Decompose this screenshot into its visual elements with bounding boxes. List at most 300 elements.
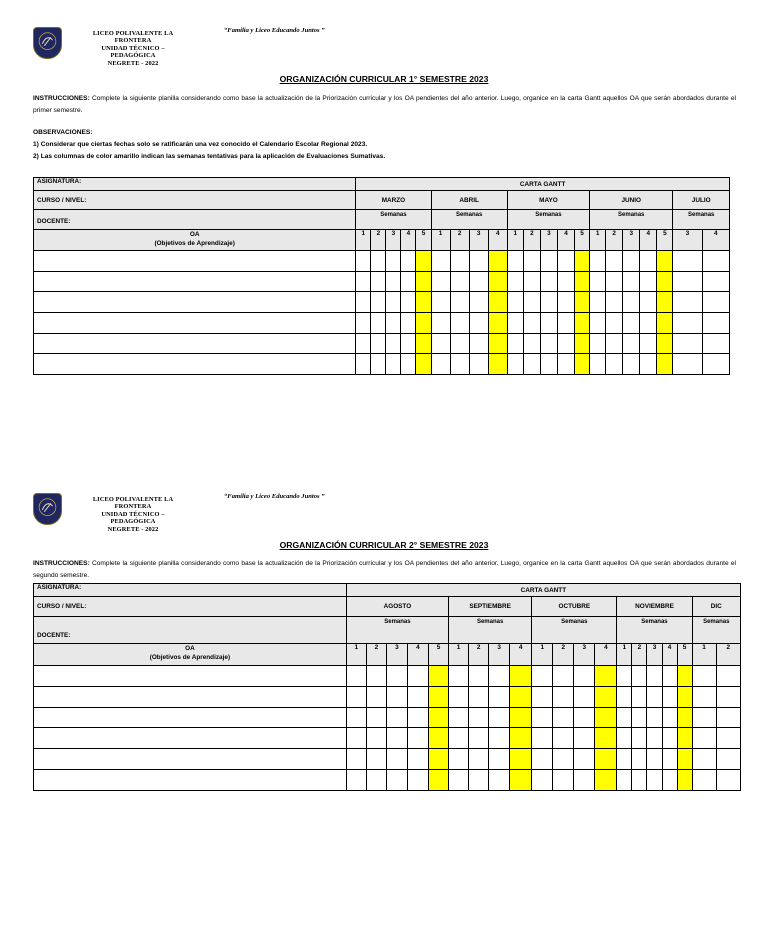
- evaluation-week-cell[interactable]: [488, 313, 507, 334]
- week-cell[interactable]: [647, 686, 662, 707]
- week-cell[interactable]: [523, 333, 540, 354]
- table-row: [34, 313, 730, 334]
- evaluation-week-cell[interactable]: [595, 686, 617, 707]
- week-cell[interactable]: [692, 666, 716, 687]
- week-cell[interactable]: [356, 354, 371, 375]
- week-cell[interactable]: [449, 749, 469, 770]
- week-cell[interactable]: [540, 271, 557, 292]
- week-cell[interactable]: [540, 333, 557, 354]
- week-cell[interactable]: [469, 686, 489, 707]
- week-cell[interactable]: [640, 313, 657, 334]
- week-cell[interactable]: [407, 686, 428, 707]
- evaluation-week-cell[interactable]: [510, 728, 532, 749]
- carta-gantt-header: CARTA GANTT: [356, 178, 730, 191]
- weeks-label: Semanas: [449, 617, 532, 644]
- week-cell[interactable]: [469, 313, 488, 334]
- week-cell[interactable]: [401, 271, 416, 292]
- evaluation-week-cell[interactable]: [428, 728, 448, 749]
- week-cell[interactable]: [450, 292, 469, 313]
- week-cell[interactable]: [507, 251, 523, 272]
- week-cell[interactable]: [623, 251, 640, 272]
- week-cell[interactable]: [523, 313, 540, 334]
- table-row: [34, 271, 730, 292]
- week-cell[interactable]: [632, 728, 647, 749]
- month-header: JULIO: [673, 191, 730, 210]
- curso-label: CURSO / NIVEL:: [34, 191, 356, 210]
- school-crest-logo: [33, 493, 62, 525]
- week-number: 1: [356, 230, 371, 251]
- week-cell[interactable]: [662, 686, 677, 707]
- week-cell[interactable]: [386, 354, 401, 375]
- week-cell[interactable]: [632, 707, 647, 728]
- week-cell[interactable]: [553, 728, 574, 749]
- week-cell[interactable]: [617, 769, 632, 790]
- weeks-label: Semanas: [590, 210, 673, 230]
- table-row: [34, 292, 730, 313]
- week-cell[interactable]: [431, 313, 450, 334]
- week-cell[interactable]: [407, 749, 428, 770]
- week-cell[interactable]: [606, 251, 623, 272]
- week-cell[interactable]: [702, 271, 730, 292]
- week-cell[interactable]: [386, 728, 407, 749]
- week-cell[interactable]: [590, 333, 606, 354]
- evaluation-week-cell[interactable]: [510, 749, 532, 770]
- oa-header: [34, 230, 356, 251]
- week-cell[interactable]: [702, 292, 730, 313]
- week-cell[interactable]: [716, 707, 740, 728]
- week-cell[interactable]: [632, 769, 647, 790]
- week-cell[interactable]: [532, 707, 553, 728]
- evaluation-week-cell[interactable]: [416, 271, 431, 292]
- week-cell[interactable]: [507, 313, 523, 334]
- week-cell[interactable]: [386, 749, 407, 770]
- week-cell[interactable]: [489, 686, 510, 707]
- week-cell[interactable]: [574, 707, 595, 728]
- week-number: 2: [450, 230, 469, 251]
- week-number: 3: [386, 644, 407, 666]
- week-cell[interactable]: [617, 666, 632, 687]
- evaluation-week-cell[interactable]: [428, 686, 448, 707]
- week-cell[interactable]: [673, 333, 702, 354]
- oa-cell[interactable]: [34, 251, 356, 272]
- week-cell[interactable]: [356, 333, 371, 354]
- week-cell[interactable]: [346, 707, 366, 728]
- week-number: 2: [366, 644, 386, 666]
- week-cell[interactable]: [469, 728, 489, 749]
- evaluation-week-cell[interactable]: [510, 707, 532, 728]
- week-cell[interactable]: [557, 313, 574, 334]
- oa-subtitle: (Objetivos de Aprendizaje): [154, 240, 235, 247]
- week-number: 2: [469, 644, 489, 666]
- week-cell[interactable]: [366, 666, 386, 687]
- week-cell[interactable]: [662, 769, 677, 790]
- week-cell[interactable]: [647, 728, 662, 749]
- week-cell[interactable]: [640, 354, 657, 375]
- week-cell[interactable]: [532, 728, 553, 749]
- week-cell[interactable]: [716, 749, 740, 770]
- oa-cell[interactable]: [34, 666, 347, 687]
- docente-label: DOCENTE:: [34, 617, 347, 644]
- week-cell[interactable]: [469, 333, 488, 354]
- week-cell[interactable]: [450, 251, 469, 272]
- week-cell[interactable]: [371, 271, 386, 292]
- week-cell[interactable]: [371, 333, 386, 354]
- week-cell[interactable]: [662, 707, 677, 728]
- week-cell[interactable]: [640, 271, 657, 292]
- week-cell[interactable]: [386, 251, 401, 272]
- evaluation-week-cell[interactable]: [595, 728, 617, 749]
- week-cell[interactable]: [449, 728, 469, 749]
- week-cell[interactable]: [449, 686, 469, 707]
- week-number: 3: [386, 230, 401, 251]
- evaluation-week-cell[interactable]: [595, 749, 617, 770]
- oa-cell[interactable]: [34, 292, 356, 313]
- evaluation-week-cell[interactable]: [416, 251, 431, 272]
- week-cell[interactable]: [371, 251, 386, 272]
- week-cell[interactable]: [647, 749, 662, 770]
- month-header: MARZO: [356, 191, 431, 210]
- evaluation-week-cell[interactable]: [488, 354, 507, 375]
- week-number: 3: [647, 644, 662, 666]
- table-row: [34, 251, 730, 272]
- evaluation-week-cell[interactable]: [677, 749, 692, 770]
- week-cell[interactable]: [640, 251, 657, 272]
- evaluation-week-cell[interactable]: [575, 251, 590, 272]
- week-cell[interactable]: [366, 728, 386, 749]
- week-cell[interactable]: [540, 251, 557, 272]
- week-cell[interactable]: [346, 666, 366, 687]
- oa-cell[interactable]: [34, 333, 356, 354]
- week-cell[interactable]: [553, 749, 574, 770]
- week-cell[interactable]: [640, 333, 657, 354]
- month-header: DIC: [692, 597, 740, 617]
- week-cell[interactable]: [606, 292, 623, 313]
- week-cell[interactable]: [356, 251, 371, 272]
- week-cell[interactable]: [507, 292, 523, 313]
- week-cell[interactable]: [640, 292, 657, 313]
- week-cell[interactable]: [617, 707, 632, 728]
- evaluation-week-cell[interactable]: [510, 686, 532, 707]
- evaluation-week-cell[interactable]: [416, 333, 431, 354]
- evaluation-week-cell[interactable]: [677, 686, 692, 707]
- week-cell[interactable]: [662, 749, 677, 770]
- week-cell[interactable]: [489, 707, 510, 728]
- evaluation-week-cell[interactable]: [510, 769, 532, 790]
- evaluation-week-cell[interactable]: [595, 707, 617, 728]
- week-cell[interactable]: [450, 271, 469, 292]
- week-cell[interactable]: [716, 666, 740, 687]
- week-cell[interactable]: [386, 313, 401, 334]
- evaluation-week-cell[interactable]: [488, 292, 507, 313]
- week-cell[interactable]: [590, 292, 606, 313]
- evaluation-week-cell[interactable]: [657, 251, 673, 272]
- week-cell[interactable]: [647, 769, 662, 790]
- week-cell[interactable]: [623, 271, 640, 292]
- evaluation-week-cell[interactable]: [575, 354, 590, 375]
- curso-label: CURSO / NIVEL:: [34, 597, 347, 617]
- evaluation-week-cell[interactable]: [416, 292, 431, 313]
- week-cell[interactable]: [590, 251, 606, 272]
- week-cell[interactable]: [692, 769, 716, 790]
- week-cell[interactable]: [469, 749, 489, 770]
- week-cell[interactable]: [702, 313, 730, 334]
- evaluation-week-cell[interactable]: [677, 769, 692, 790]
- oa-cell[interactable]: [34, 707, 347, 728]
- evaluation-week-cell[interactable]: [657, 271, 673, 292]
- evaluation-week-cell[interactable]: [657, 292, 673, 313]
- oa-title: OA: [185, 645, 195, 652]
- week-cell[interactable]: [386, 769, 407, 790]
- evaluation-week-cell[interactable]: [488, 333, 507, 354]
- week-cell[interactable]: [557, 251, 574, 272]
- week-cell[interactable]: [386, 271, 401, 292]
- evaluation-week-cell[interactable]: [416, 313, 431, 334]
- week-cell[interactable]: [632, 686, 647, 707]
- week-cell[interactable]: [469, 354, 488, 375]
- week-cell[interactable]: [673, 354, 702, 375]
- evaluation-week-cell[interactable]: [575, 292, 590, 313]
- week-cell[interactable]: [553, 686, 574, 707]
- week-cell[interactable]: [623, 292, 640, 313]
- asignatura-label: ASIGNATURA:: [34, 178, 356, 191]
- oa-cell[interactable]: [34, 749, 347, 770]
- evaluation-week-cell[interactable]: [575, 271, 590, 292]
- week-cell[interactable]: [623, 354, 640, 375]
- evaluation-week-cell[interactable]: [657, 313, 673, 334]
- week-cell[interactable]: [449, 769, 469, 790]
- week-cell[interactable]: [692, 728, 716, 749]
- week-cell[interactable]: [532, 769, 553, 790]
- week-cell[interactable]: [716, 769, 740, 790]
- week-cell[interactable]: [431, 333, 450, 354]
- week-cell[interactable]: [401, 333, 416, 354]
- oa-subtitle: (Objetivos de Aprendizaje): [149, 654, 231, 661]
- week-cell[interactable]: [673, 292, 702, 313]
- evaluation-week-cell[interactable]: [428, 749, 448, 770]
- week-cell[interactable]: [553, 666, 574, 687]
- week-cell[interactable]: [346, 686, 366, 707]
- week-cell[interactable]: [673, 313, 702, 334]
- week-cell[interactable]: [647, 707, 662, 728]
- week-cell[interactable]: [632, 666, 647, 687]
- week-cell[interactable]: [716, 686, 740, 707]
- week-cell[interactable]: [702, 251, 730, 272]
- week-cell[interactable]: [617, 728, 632, 749]
- week-cell[interactable]: [356, 313, 371, 334]
- week-cell[interactable]: [401, 292, 416, 313]
- evaluation-week-cell[interactable]: [575, 313, 590, 334]
- week-cell[interactable]: [371, 354, 386, 375]
- week-cell[interactable]: [692, 707, 716, 728]
- week-cell[interactable]: [557, 354, 574, 375]
- evaluation-week-cell[interactable]: [510, 666, 532, 687]
- week-cell[interactable]: [356, 292, 371, 313]
- week-cell[interactable]: [623, 313, 640, 334]
- oa-cell[interactable]: [34, 271, 356, 292]
- week-number: 3: [469, 230, 488, 251]
- week-cell[interactable]: [590, 271, 606, 292]
- week-number: 4: [510, 644, 532, 666]
- week-cell[interactable]: [366, 749, 386, 770]
- week-cell[interactable]: [450, 354, 469, 375]
- week-cell[interactable]: [386, 666, 407, 687]
- week-cell[interactable]: [523, 292, 540, 313]
- week-cell[interactable]: [469, 251, 488, 272]
- week-cell[interactable]: [386, 333, 401, 354]
- evaluation-week-cell[interactable]: [677, 728, 692, 749]
- week-cell[interactable]: [356, 271, 371, 292]
- oa-cell[interactable]: [34, 728, 347, 749]
- evaluation-week-cell[interactable]: [428, 666, 448, 687]
- week-cell[interactable]: [366, 769, 386, 790]
- week-cell[interactable]: [702, 333, 730, 354]
- week-cell[interactable]: [557, 292, 574, 313]
- table-row: [34, 666, 741, 687]
- week-cell[interactable]: [366, 707, 386, 728]
- week-cell[interactable]: [574, 666, 595, 687]
- week-cell[interactable]: [489, 728, 510, 749]
- week-cell[interactable]: [702, 354, 730, 375]
- table-row: [34, 728, 741, 749]
- week-cell[interactable]: [386, 707, 407, 728]
- week-cell[interactable]: [401, 313, 416, 334]
- week-cell[interactable]: [692, 686, 716, 707]
- evaluation-week-cell[interactable]: [595, 666, 617, 687]
- week-cell[interactable]: [532, 666, 553, 687]
- week-cell[interactable]: [716, 728, 740, 749]
- week-cell[interactable]: [606, 313, 623, 334]
- evaluation-week-cell[interactable]: [595, 769, 617, 790]
- week-cell[interactable]: [489, 769, 510, 790]
- week-cell[interactable]: [431, 292, 450, 313]
- week-cell[interactable]: [449, 666, 469, 687]
- week-cell[interactable]: [540, 313, 557, 334]
- week-cell[interactable]: [450, 333, 469, 354]
- week-cell[interactable]: [662, 666, 677, 687]
- week-cell[interactable]: [574, 749, 595, 770]
- week-cell[interactable]: [507, 333, 523, 354]
- week-cell[interactable]: [606, 333, 623, 354]
- table-row: [34, 354, 730, 375]
- evaluation-week-cell[interactable]: [488, 251, 507, 272]
- week-cell[interactable]: [401, 354, 416, 375]
- week-cell[interactable]: [469, 666, 489, 687]
- week-cell[interactable]: [523, 251, 540, 272]
- week-cell[interactable]: [574, 728, 595, 749]
- evaluation-week-cell[interactable]: [488, 271, 507, 292]
- week-cell[interactable]: [407, 769, 428, 790]
- week-cell[interactable]: [632, 749, 647, 770]
- week-number: 1: [692, 644, 716, 666]
- week-cell[interactable]: [371, 313, 386, 334]
- month-header: AGOSTO: [346, 597, 448, 617]
- week-cell[interactable]: [617, 749, 632, 770]
- week-cell[interactable]: [532, 749, 553, 770]
- month-header: SEPTIEMBRE: [449, 597, 532, 617]
- week-cell[interactable]: [469, 271, 488, 292]
- evaluation-week-cell[interactable]: [657, 333, 673, 354]
- evaluation-week-cell[interactable]: [428, 707, 448, 728]
- week-cell[interactable]: [346, 769, 366, 790]
- docente-label: DOCENTE:: [34, 210, 356, 230]
- week-cell[interactable]: [489, 749, 510, 770]
- week-cell[interactable]: [574, 769, 595, 790]
- week-cell[interactable]: [489, 666, 510, 687]
- evaluation-week-cell[interactable]: [677, 666, 692, 687]
- week-cell[interactable]: [617, 686, 632, 707]
- week-cell[interactable]: [469, 292, 488, 313]
- week-cell[interactable]: [366, 686, 386, 707]
- week-cell[interactable]: [386, 686, 407, 707]
- evaluation-week-cell[interactable]: [575, 333, 590, 354]
- week-cell[interactable]: [590, 313, 606, 334]
- week-number: 5: [677, 644, 692, 666]
- week-cell[interactable]: [386, 292, 401, 313]
- week-cell[interactable]: [557, 333, 574, 354]
- week-cell[interactable]: [574, 686, 595, 707]
- week-cell[interactable]: [431, 354, 450, 375]
- week-cell[interactable]: [590, 354, 606, 375]
- week-cell[interactable]: [469, 707, 489, 728]
- evaluation-week-cell[interactable]: [657, 354, 673, 375]
- evaluation-week-cell[interactable]: [677, 707, 692, 728]
- semester-1-section: [0, 0, 768, 400]
- oa-cell[interactable]: [34, 686, 347, 707]
- week-cell[interactable]: [553, 707, 574, 728]
- week-cell[interactable]: [540, 292, 557, 313]
- week-cell[interactable]: [557, 271, 574, 292]
- weeks-label: Semanas: [692, 617, 740, 644]
- week-cell[interactable]: [532, 686, 553, 707]
- week-cell[interactable]: [407, 728, 428, 749]
- week-cell[interactable]: [407, 666, 428, 687]
- school-name: LICEO POLIVALENTE LA FRONTERA UNIDAD TÉCNICO – PEDAGÓGICA NEGRETE - 2022: [92, 30, 174, 67]
- week-cell[interactable]: [692, 749, 716, 770]
- week-cell[interactable]: [371, 292, 386, 313]
- week-cell[interactable]: [431, 251, 450, 272]
- week-cell[interactable]: [450, 313, 469, 334]
- week-cell[interactable]: [507, 354, 523, 375]
- week-number: 2: [632, 644, 647, 666]
- week-number: 3: [623, 230, 640, 251]
- week-cell[interactable]: [431, 271, 450, 292]
- week-cell[interactable]: [647, 666, 662, 687]
- week-cell[interactable]: [623, 333, 640, 354]
- week-cell[interactable]: [523, 271, 540, 292]
- week-cell[interactable]: [507, 271, 523, 292]
- week-cell[interactable]: [346, 728, 366, 749]
- evaluation-week-cell[interactable]: [428, 769, 448, 790]
- oa-cell[interactable]: [34, 769, 347, 790]
- week-cell[interactable]: [523, 354, 540, 375]
- week-cell[interactable]: [540, 354, 557, 375]
- week-cell[interactable]: [673, 271, 702, 292]
- week-cell[interactable]: [346, 749, 366, 770]
- evaluation-week-cell[interactable]: [416, 354, 431, 375]
- week-cell[interactable]: [606, 271, 623, 292]
- week-cell[interactable]: [662, 728, 677, 749]
- week-cell[interactable]: [407, 707, 428, 728]
- oa-cell[interactable]: [34, 354, 356, 375]
- week-cell[interactable]: [449, 707, 469, 728]
- oa-cell[interactable]: [34, 313, 356, 334]
- week-cell[interactable]: [553, 769, 574, 790]
- week-cell[interactable]: [673, 251, 702, 272]
- week-cell[interactable]: [401, 251, 416, 272]
- week-cell[interactable]: [606, 354, 623, 375]
- oa-title: OA: [189, 231, 200, 238]
- week-cell[interactable]: [469, 769, 489, 790]
